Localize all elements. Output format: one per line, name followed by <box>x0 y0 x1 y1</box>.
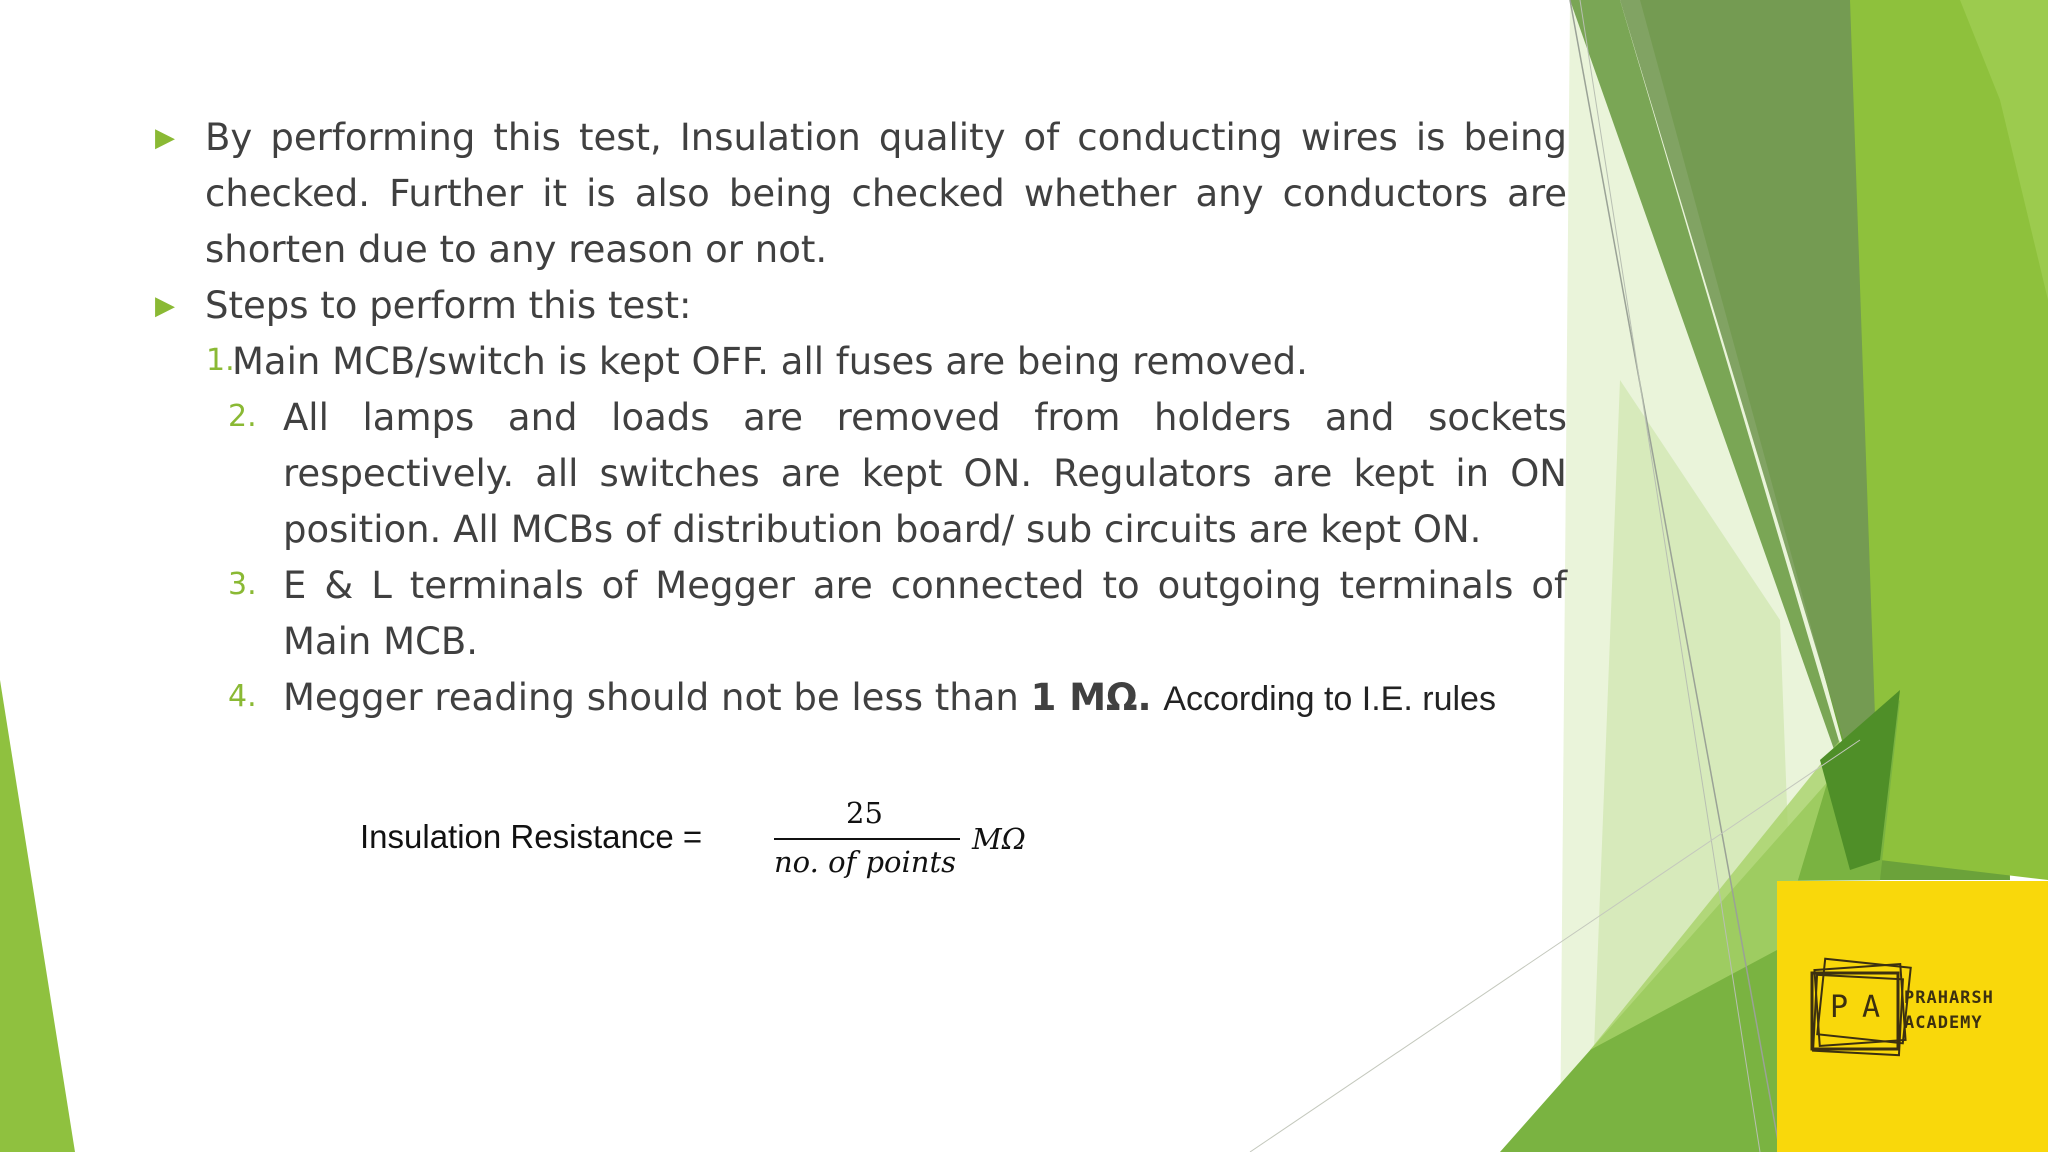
logo-letters: PA <box>1830 990 1895 1025</box>
step-number: 4. <box>228 679 257 714</box>
text-line: By performing this test, Insulation quality of conducting wires is being <box>205 116 1567 159</box>
triangle-right-icon: ▶ <box>155 291 175 321</box>
text-line: Steps to perform this test: <box>205 284 692 327</box>
text-line: checked. Further it is also being checked whether any conductors are <box>205 172 1567 215</box>
triangle-right-icon: ▶ <box>155 123 175 153</box>
fraction-bar <box>774 838 960 840</box>
formula-denominator: no. of points <box>774 845 956 879</box>
text-line: shorten due to any reason or not. <box>205 228 828 271</box>
formula-unit: MΩ <box>972 822 1026 856</box>
bullet-item <box>155 110 1567 278</box>
step-number: 1. <box>206 343 235 378</box>
bullet-item <box>155 278 1567 334</box>
rule-note: According to I.E. rules <box>1163 680 1496 718</box>
logo-name-line1: PRAHARSH <box>1904 988 1994 1008</box>
formula-numerator: 25 <box>846 796 883 830</box>
text-line: Main MCB. <box>283 620 478 663</box>
logo-name <box>1904 986 1994 1036</box>
logo-name-line2: ACADEMY <box>1904 1013 1983 1033</box>
step-text <box>283 670 1496 727</box>
step-text <box>283 390 1567 558</box>
text-line: All lamps and loads are removed from holders and sockets <box>283 396 1567 439</box>
step-text <box>283 558 1567 670</box>
step-number: 3. <box>228 567 257 602</box>
formula-label: Insulation Resistance = <box>360 818 703 855</box>
step-number: 2. <box>228 399 257 434</box>
step-4-text: Megger reading should not be less than <box>283 676 1031 719</box>
text-line: position. All MCBs of distribution board/ sub circuits are kept ON. <box>283 508 1482 551</box>
step-text: Main MCB/switch is kept OFF. all fuses are being removed. <box>232 340 1308 383</box>
text-line: respectively. all switches are kept ON. Regulators are kept in ON <box>283 452 1567 495</box>
min-resistance-value: 1 MΩ. <box>1030 676 1152 719</box>
text-line: E & L terminals of Megger are connected to outgoing terminals of <box>283 564 1567 607</box>
